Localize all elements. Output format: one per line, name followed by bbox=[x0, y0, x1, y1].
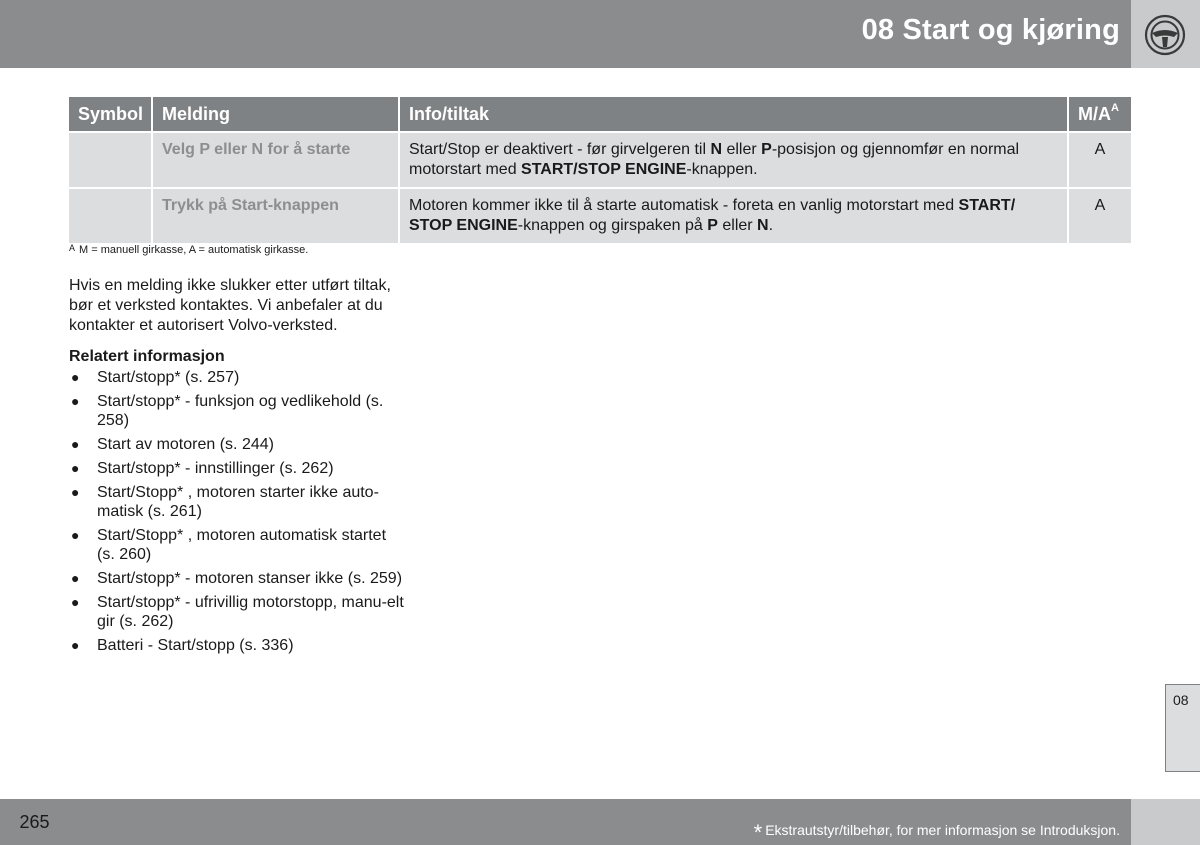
chapter-tab-label: 08 bbox=[1173, 692, 1189, 708]
bullet-icon: ● bbox=[71, 484, 80, 500]
list-item[interactable] bbox=[69, 526, 404, 564]
info-bold: P bbox=[707, 217, 718, 234]
info-text: -knappen og girspaken på bbox=[517, 217, 708, 234]
bullet-icon: ● bbox=[71, 460, 80, 476]
list-item[interactable] bbox=[69, 368, 404, 387]
col-header-ma bbox=[1068, 97, 1131, 132]
list-item[interactable] bbox=[69, 636, 404, 655]
related-link[interactable]: Start/Stopp* , motoren starter ikke auto-matisk (s. 261) bbox=[97, 484, 379, 520]
list-item[interactable] bbox=[69, 569, 404, 588]
list-item[interactable] bbox=[69, 483, 404, 521]
bullet-icon: ● bbox=[71, 369, 80, 385]
info-text: Motoren kommer ikke til å starte automatisk - foreta en vanlig motorstart med bbox=[409, 197, 959, 214]
list-item[interactable] bbox=[69, 593, 404, 631]
col-header-info: Info/tiltak bbox=[399, 97, 1068, 132]
table-footnote bbox=[69, 244, 308, 256]
info-text: . bbox=[768, 217, 774, 234]
col-header-ma-label: M/A bbox=[1078, 103, 1111, 124]
info-bold: START/ STOP ENGINE bbox=[409, 197, 1016, 234]
bullet-icon: ● bbox=[71, 637, 80, 653]
bullet-icon: ● bbox=[71, 393, 80, 409]
list-item[interactable] bbox=[69, 459, 404, 478]
steering-wheel-icon bbox=[1144, 14, 1186, 56]
list-item[interactable] bbox=[69, 435, 404, 454]
bullet-icon: ● bbox=[71, 594, 80, 610]
related-link[interactable]: Batteri - Start/stopp (s. 336) bbox=[97, 637, 294, 654]
footer-note-text: Ekstrautstyr/tilbehør, for mer informasjon se Introduksjon. bbox=[765, 822, 1120, 838]
footer-note bbox=[753, 815, 1120, 845]
message-table bbox=[69, 97, 1131, 245]
related-link[interactable]: Start/stopp* - funksjon og vedlikehold (s. 258) bbox=[97, 393, 384, 429]
bullet-icon: ● bbox=[71, 436, 80, 452]
table-header-row bbox=[69, 97, 1131, 132]
related-link[interactable]: Start/Stopp* , motoren automatisk startet (s. 260) bbox=[97, 527, 387, 563]
chapter-title: 08 Start og kjøring bbox=[861, 14, 1120, 46]
table-row bbox=[69, 188, 1131, 244]
ma-cell: A bbox=[1068, 188, 1131, 244]
related-link[interactable]: Start/stopp* - motoren stanser ikke (s. 259) bbox=[97, 570, 403, 587]
asterisk-marker: * bbox=[753, 820, 763, 845]
list-item[interactable] bbox=[69, 392, 404, 430]
info-bold: N bbox=[757, 217, 769, 234]
related-link[interactable]: Start/stopp* (s. 257) bbox=[97, 369, 240, 386]
col-header-symbol: Symbol bbox=[69, 97, 152, 132]
page-number: 265 bbox=[19, 812, 50, 832]
info-text: -posisjon og gjennomfør en normal motorstart med bbox=[409, 141, 1020, 178]
info-bold: P bbox=[761, 141, 772, 158]
info-text: eller bbox=[722, 141, 762, 158]
footnote-text: M = manuell girkasse, A = automatisk girkasse. bbox=[79, 244, 309, 256]
melding-cell: Trykk på Start-knappen bbox=[152, 188, 399, 244]
related-info-title: Relatert informasjon bbox=[69, 348, 225, 365]
info-cell bbox=[399, 132, 1068, 188]
info-text: -knappen. bbox=[686, 161, 758, 178]
info-bold: START/STOP ENGINE bbox=[521, 161, 687, 178]
intro-paragraph: Hvis en melding ikke slukker etter utført tiltak, bør et verksted kontaktes. Vi anbefaler at du kontakter et autorisert Volvo-verksted. bbox=[69, 277, 391, 334]
ma-cell: A bbox=[1068, 132, 1131, 188]
melding-cell: Velg P eller N for å starte bbox=[152, 132, 399, 188]
footnote-marker: A bbox=[69, 243, 76, 253]
related-link[interactable]: Start/stopp* - innstillinger (s. 262) bbox=[97, 460, 334, 477]
col-header-ma-marker: A bbox=[1111, 101, 1119, 114]
symbol-cell bbox=[69, 188, 152, 244]
info-bold: N bbox=[710, 141, 723, 158]
info-text: Start/Stop er deaktivert - før girvelgeren til bbox=[409, 141, 711, 158]
related-link[interactable]: Start av motoren (s. 244) bbox=[97, 436, 274, 453]
related-link[interactable]: Start/stopp* - ufrivillig motorstopp, manu-elt gir (s. 262) bbox=[97, 594, 404, 630]
page-number-box bbox=[1131, 799, 1200, 845]
chapter-side-tab[interactable] bbox=[1165, 684, 1200, 772]
related-info-list bbox=[69, 368, 404, 660]
info-text: eller bbox=[717, 217, 758, 234]
bullet-icon: ● bbox=[71, 570, 80, 586]
chapter-icon-box bbox=[1131, 0, 1200, 68]
symbol-cell bbox=[69, 132, 152, 188]
bullet-icon: ● bbox=[71, 527, 80, 543]
col-header-melding: Melding bbox=[152, 97, 399, 132]
table-row bbox=[69, 132, 1131, 188]
info-cell bbox=[399, 188, 1068, 244]
